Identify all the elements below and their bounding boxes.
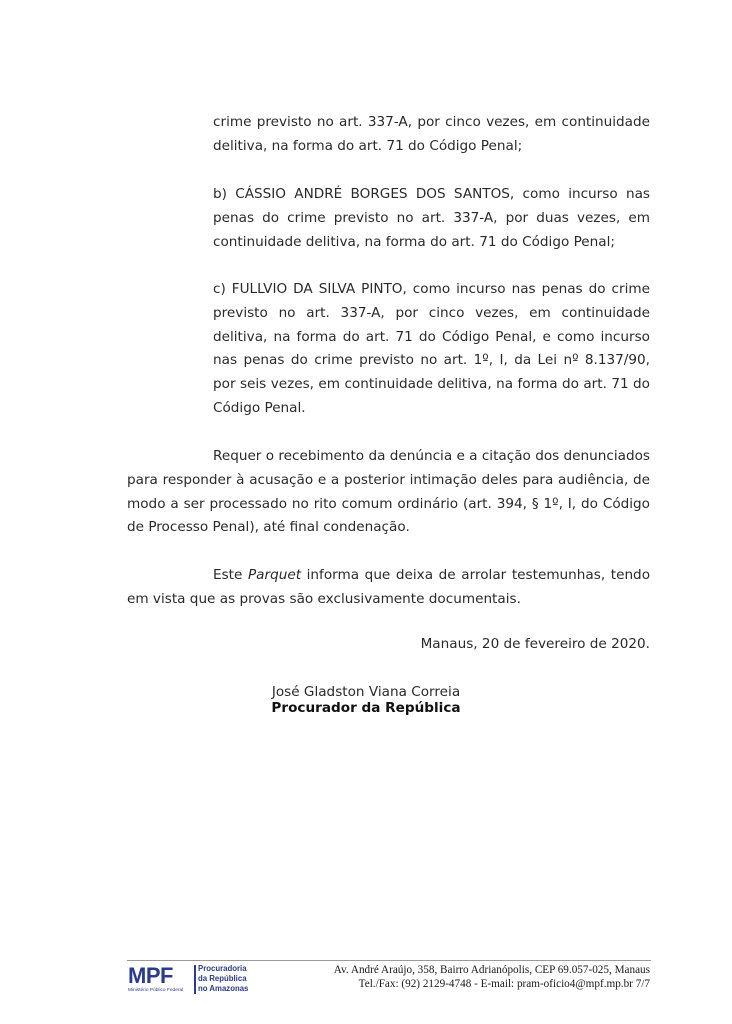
text-line: nas penas do crime previsto no art. 1º, I, da Lei nº 8.137/90, [213, 352, 650, 369]
signer-name: José Gladston Viana Correia [271, 684, 461, 700]
paragraph-a-continuation [213, 111, 650, 159]
signer-title: Procurador da República [271, 700, 461, 716]
text-line: Código Penal. [213, 399, 306, 416]
parquet-italic: Parquet [247, 567, 302, 583]
text-line: c) FULLVIO DA SILVA PINTO, como incurso nas penas do crime [213, 281, 650, 297]
text-line: modo a ser processado no rito comum ordinário (art. 394, § 1º, I, do Código [127, 495, 650, 512]
logo-separator [194, 965, 196, 994]
footer-address [334, 964, 650, 991]
text-line: b) CÁSSIO ANDRÉ BORGES DOS SANTOS, como incurso nas [213, 186, 650, 202]
logo-text-line: no Amazonas [198, 983, 249, 993]
text-line: previsto no art. 337-A, por cinco vezes, em continuidade [213, 304, 650, 321]
paragraph-requer [127, 445, 650, 540]
text-line: delitiva, na forma do art. 71 do Código Penal, e como incurso [213, 328, 650, 345]
text-line: penas do crime previsto no art. 337-A, por duas vezes, em [213, 209, 650, 226]
footer-address-line: Av. André Araújo, 358, Bairro Adrianópolis, CEP 69.057-025, Manaus [333, 964, 650, 976]
logo-acronym: MPF [128, 963, 173, 988]
parquet-prefix: Este [213, 567, 248, 583]
text-line: crime previsto no art. 337-A, por cinco vezes, em continuidade [213, 114, 650, 130]
paragraph-parquet [127, 564, 650, 612]
logo-text-line: Procuradoria [198, 964, 247, 973]
logo-text [198, 964, 248, 993]
text-line: por seis vezes, em continuidade delitiva, na forma do art. 71 do [213, 376, 650, 393]
logo-text-line: da República [198, 973, 247, 983]
footer-contact-line: Tel./Fax: (92) 2129-4748 - E-mail: pram-oficio4@mpf.mp.br 7/7 [358, 977, 650, 990]
mpf-logo [128, 964, 256, 998]
logo-subtitle: Ministério Público Federal [128, 988, 184, 993]
text-line: de Processo Penal), até final condenação. [127, 519, 410, 536]
text-line: em vista que as provas são exclusivamente documentais. [127, 590, 521, 607]
date-line: Manaus, 20 de fevereiro de 2020. [420, 636, 650, 652]
text-line: Requer o recebimento da denúncia e a citação dos denunciados [213, 448, 650, 464]
text-line [127, 564, 650, 588]
parquet-line1-rest: informa que deixa de arrolar testemunhas, tendo [301, 567, 651, 583]
paragraph-b [213, 183, 650, 254]
text-line: delitiva, na forma do art. 71 do Código Penal; [213, 137, 523, 154]
text-line: continuidade delitiva, na forma do art. 71 do Código Penal; [213, 233, 615, 250]
paragraph-c [213, 278, 650, 421]
text-line: para responder à acusação e a posterior intimação deles para audiência, de [127, 471, 650, 488]
footer-divider [127, 960, 651, 961]
